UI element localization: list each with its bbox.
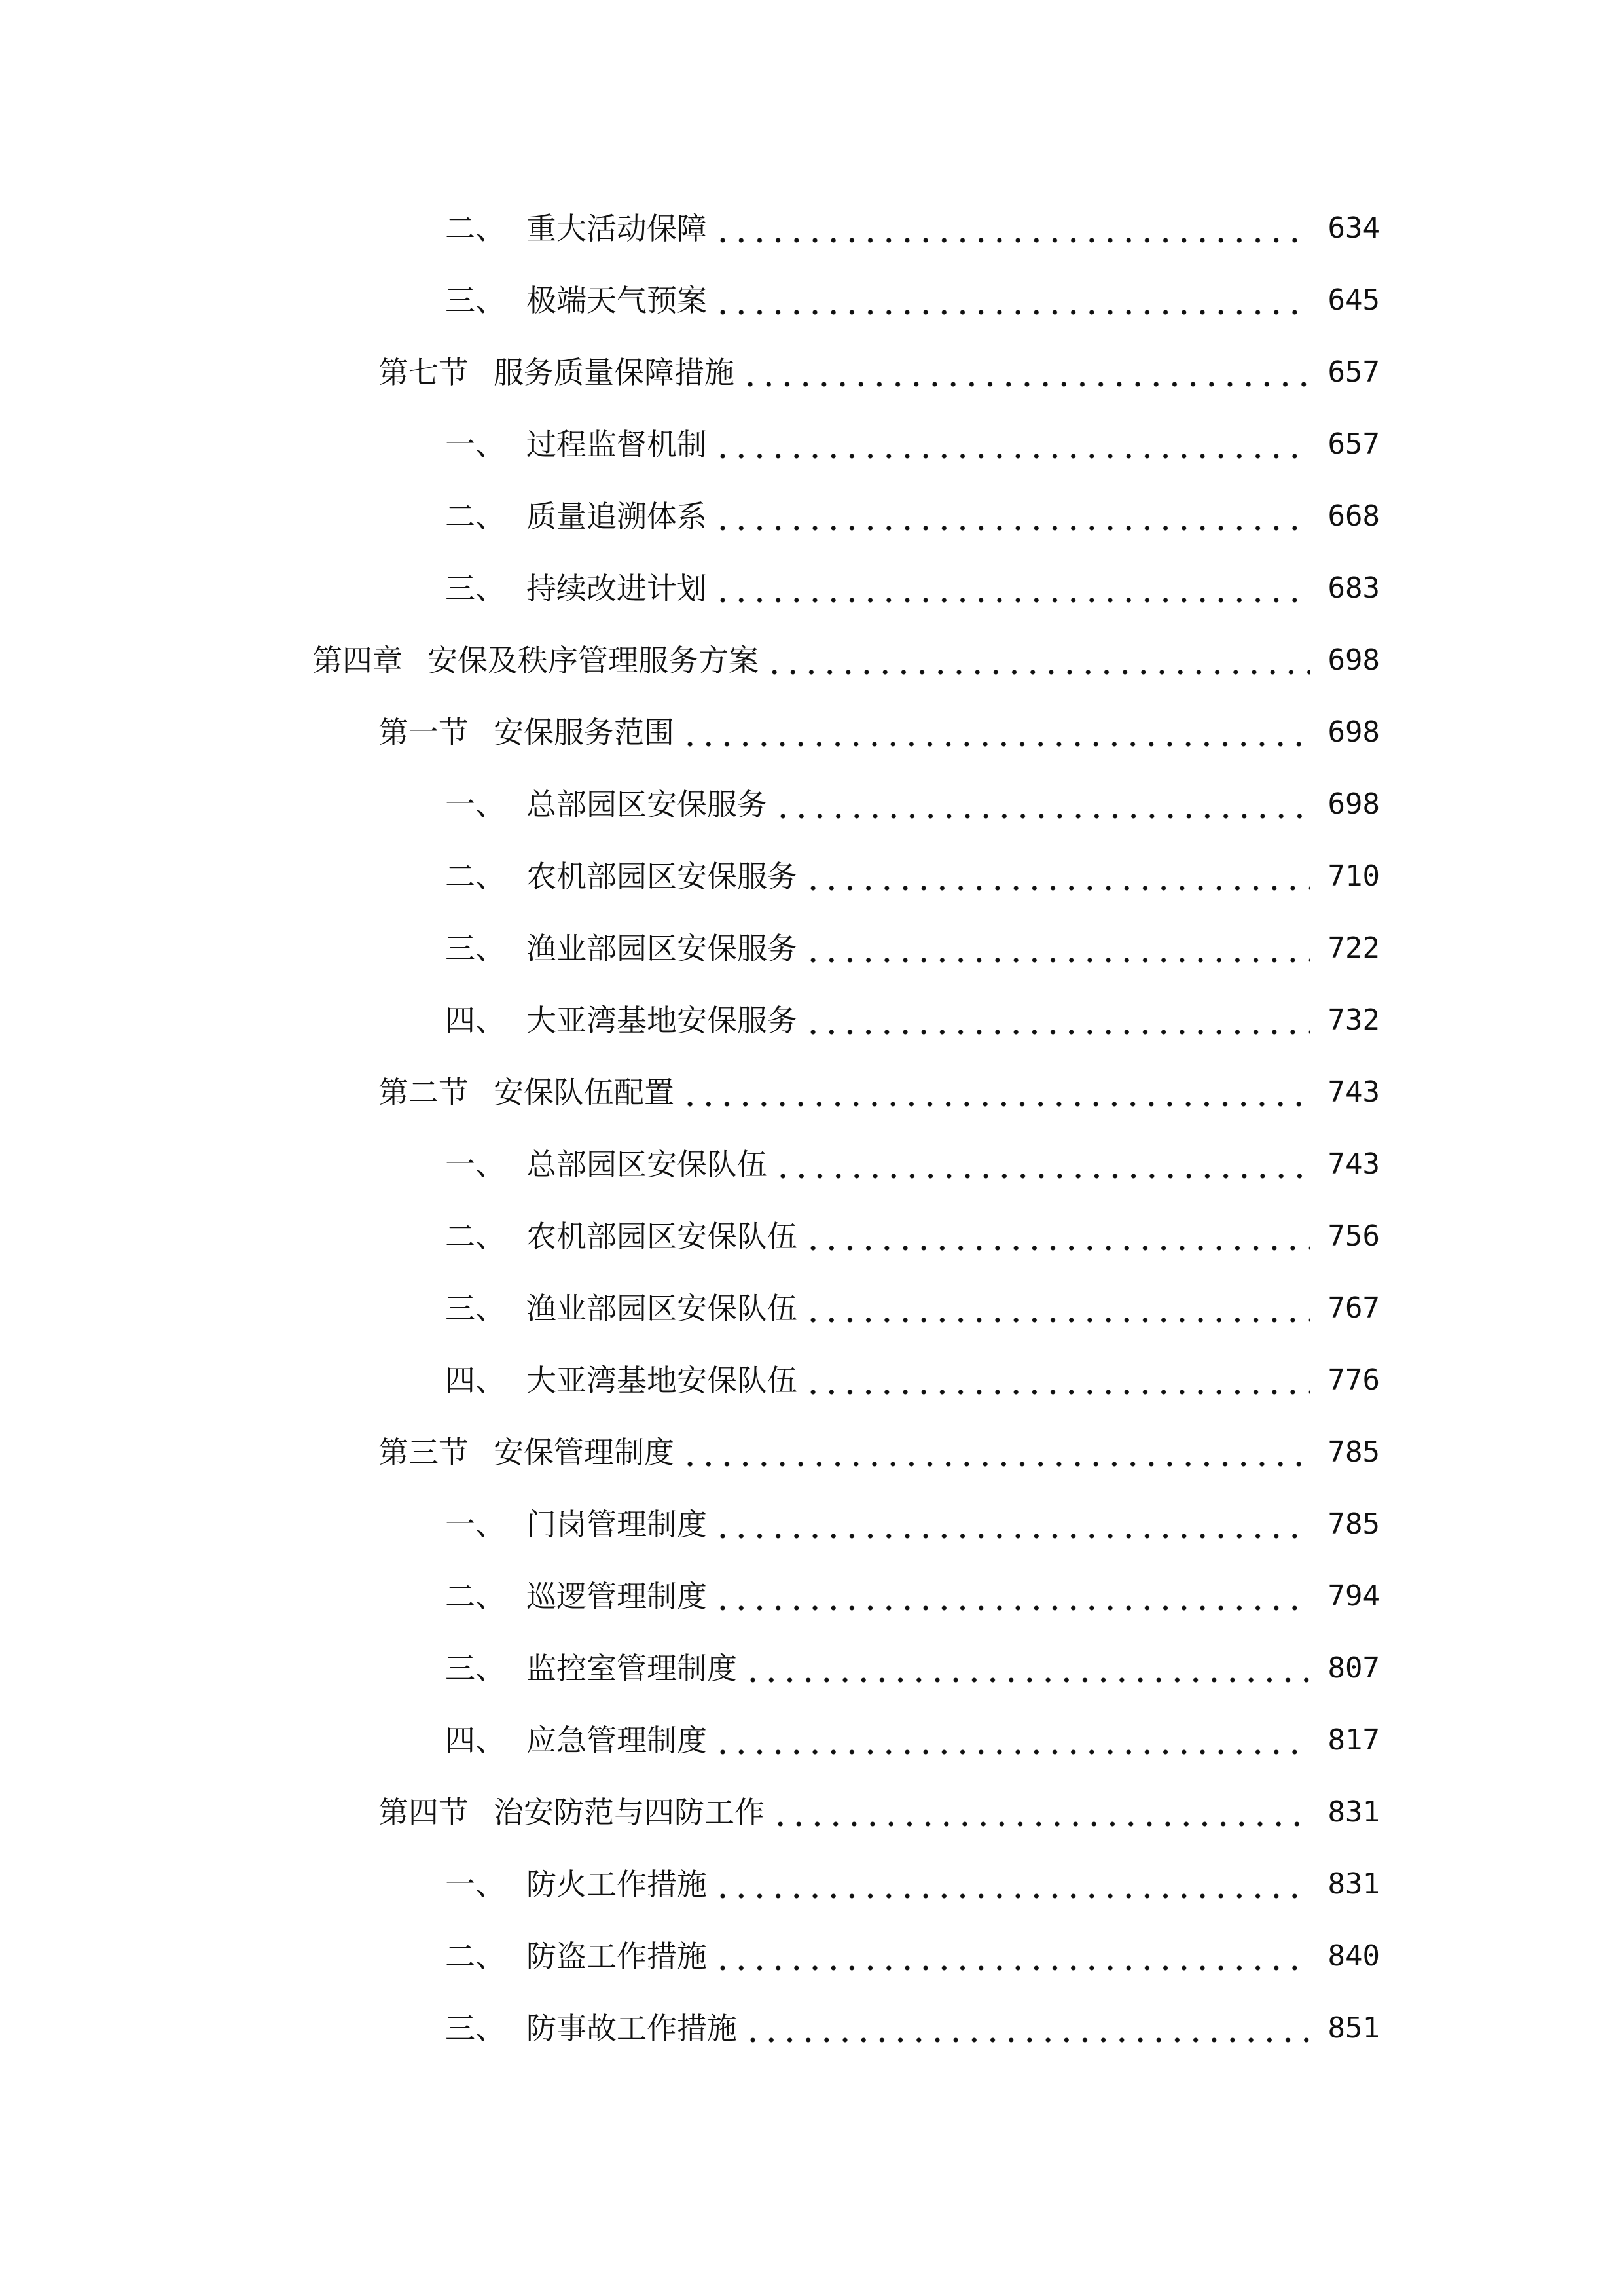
toc-dot-leader	[804, 1293, 1310, 1323]
toc-dot-leader	[713, 213, 1310, 243]
toc-entry-title: 总部园区安保服务	[526, 787, 767, 822]
toc-dot-leader	[765, 645, 1310, 675]
toc-entry-page: 657	[1327, 427, 1380, 461]
toc-entry-title: 安保及秩序管理服务方案	[427, 643, 759, 678]
toc-entry-number: 三、	[445, 283, 505, 318]
toc-entry[interactable]	[312, 624, 1380, 696]
toc-entry[interactable]	[378, 1776, 1380, 1848]
toc-entry-page: 767	[1327, 1291, 1380, 1325]
toc-entry-page: 698	[1327, 715, 1380, 749]
toc-dot-leader	[713, 501, 1310, 531]
toc-entry-number: 二、	[445, 1219, 505, 1254]
toc-entry-page: 657	[1327, 355, 1380, 389]
toc-dot-leader	[774, 1149, 1310, 1179]
toc-entry-number: 二、	[445, 211, 505, 246]
toc-entry-number: 一、	[445, 1507, 505, 1542]
toc-dot-leader	[713, 1869, 1310, 1899]
toc-entry[interactable]	[445, 1560, 1380, 1632]
toc-entry[interactable]	[445, 768, 1380, 840]
toc-entry[interactable]	[378, 1056, 1380, 1128]
toc-dot-leader	[713, 1725, 1310, 1755]
toc-dot-leader	[744, 1653, 1310, 1683]
toc-dot-leader	[804, 861, 1310, 891]
toc-entry-page: 732	[1327, 1003, 1380, 1037]
toc-entry[interactable]	[445, 984, 1380, 1056]
toc-entry[interactable]	[445, 840, 1380, 912]
toc-entry-title: 大亚湾基地安保队伍	[526, 1363, 797, 1398]
toc-entry-title: 防火工作措施	[526, 1867, 707, 1902]
toc-entry[interactable]	[378, 1416, 1380, 1488]
toc-entry-title: 过程监督机制	[526, 427, 707, 462]
toc-entry-title: 农机部园区安保队伍	[526, 1219, 797, 1254]
toc-dot-leader	[681, 1077, 1310, 1107]
toc-dot-leader	[744, 2013, 1310, 2043]
toc-entry-number: 三、	[445, 1651, 505, 1686]
toc-entry-number: 二、	[445, 859, 505, 894]
toc-entry[interactable]	[378, 336, 1380, 408]
toc-entry-number: 三、	[445, 2011, 505, 2046]
toc-entry[interactable]	[445, 1704, 1380, 1776]
toc-entry-title: 服务质量保障措施	[494, 355, 734, 390]
toc-entry-number: 四、	[445, 1003, 505, 1038]
toc-entry-page: 698	[1327, 787, 1380, 821]
toc-entry[interactable]	[445, 192, 1380, 264]
toc-entry-number: 第二节	[378, 1075, 469, 1110]
toc-dot-leader	[681, 1437, 1310, 1467]
toc-entry-page: 645	[1327, 283, 1380, 317]
toc-entry-page: 807	[1327, 1651, 1380, 1685]
toc-entry-title: 安保队伍配置	[494, 1075, 674, 1110]
toc-entry-page: 831	[1327, 1795, 1380, 1829]
toc-entry[interactable]	[445, 1344, 1380, 1416]
toc-entry-number: 三、	[445, 1291, 505, 1326]
toc-entry-number: 一、	[445, 1147, 505, 1182]
toc-entry-page: 710	[1327, 859, 1380, 893]
toc-dot-leader	[771, 1797, 1310, 1827]
toc-entry-number: 一、	[445, 427, 505, 462]
toc-entry-title: 渔业部园区安保队伍	[526, 1291, 797, 1326]
toc-entry-title: 安保服务范围	[494, 715, 674, 750]
toc-entry-title: 极端天气预案	[526, 283, 707, 318]
toc-entry-title: 总部园区安保队伍	[526, 1147, 767, 1182]
toc-entry-number: 第三节	[378, 1435, 469, 1470]
toc-entry-title: 持续改进计划	[526, 571, 707, 606]
toc-entry-page: 743	[1327, 1075, 1380, 1109]
toc-entry-title: 门岗管理制度	[526, 1507, 707, 1542]
toc-entry-title: 农机部园区安保服务	[526, 859, 797, 894]
toc-entry-page: 851	[1327, 2011, 1380, 2045]
toc-dot-leader	[713, 429, 1310, 459]
toc-entry-title: 监控室管理制度	[526, 1651, 737, 1686]
toc-dot-leader	[713, 1509, 1310, 1539]
toc-entry-title: 渔业部园区安保服务	[526, 931, 797, 966]
toc-entry-number: 一、	[445, 787, 505, 822]
toc-entry-number: 第四节	[378, 1795, 469, 1830]
toc-entry[interactable]	[445, 1632, 1380, 1704]
toc-entry-page: 668	[1327, 499, 1380, 533]
toc-entry-page: 743	[1327, 1147, 1380, 1181]
toc-entry-page: 840	[1327, 1939, 1380, 1973]
toc-entry-title: 巡逻管理制度	[526, 1579, 707, 1614]
toc-entry[interactable]	[445, 552, 1380, 624]
toc-dot-leader	[741, 357, 1310, 387]
toc-entry-title: 大亚湾基地安保服务	[526, 1003, 797, 1038]
toc-entry[interactable]	[445, 480, 1380, 552]
toc-entry-title: 重大活动保障	[526, 211, 707, 246]
toc-entry[interactable]	[445, 912, 1380, 984]
toc-entry[interactable]	[445, 1848, 1380, 1920]
toc-entry-title: 安保管理制度	[494, 1435, 674, 1470]
toc-entry-number: 第一节	[378, 715, 469, 750]
toc-entry[interactable]	[378, 696, 1380, 768]
toc-entry[interactable]	[445, 408, 1380, 480]
toc-entry-number: 第四章	[312, 643, 403, 678]
toc-entry[interactable]	[445, 1992, 1380, 2064]
toc-entry[interactable]	[445, 1200, 1380, 1272]
toc-entry-page: 817	[1327, 1723, 1380, 1757]
toc-entry[interactable]	[445, 1920, 1380, 1992]
toc-dot-leader	[804, 933, 1310, 963]
toc-entry-page: 698	[1327, 643, 1380, 677]
toc-entry-page: 683	[1327, 571, 1380, 605]
toc-entry[interactable]	[445, 264, 1380, 336]
toc-dot-leader	[774, 789, 1310, 819]
toc-entry-page: 785	[1327, 1435, 1380, 1469]
toc-entry-number: 二、	[445, 1579, 505, 1614]
toc-dot-leader	[804, 1221, 1310, 1251]
toc-entry-number: 一、	[445, 1867, 505, 1902]
toc-dot-leader	[713, 285, 1310, 315]
toc-entry-number: 四、	[445, 1723, 505, 1758]
toc-entry-page: 634	[1327, 211, 1380, 245]
toc-entry[interactable]	[445, 1128, 1380, 1200]
toc-entry-number: 第七节	[378, 355, 469, 390]
toc-entry[interactable]	[445, 1272, 1380, 1344]
toc-dot-leader	[681, 717, 1310, 747]
toc-entry-page: 756	[1327, 1219, 1380, 1253]
toc-entry-page: 776	[1327, 1363, 1380, 1397]
toc-entry-number: 三、	[445, 931, 505, 966]
toc-dot-leader	[713, 573, 1310, 603]
toc-dot-leader	[713, 1941, 1310, 1971]
toc-entry-number: 四、	[445, 1363, 505, 1398]
toc-entry-number: 三、	[445, 571, 505, 606]
toc-dot-leader	[804, 1005, 1310, 1035]
toc-entry-title: 防盗工作措施	[526, 1939, 707, 1974]
toc-entry-page: 722	[1327, 931, 1380, 965]
toc-entry-title: 质量追溯体系	[526, 499, 707, 534]
toc-entry-page: 831	[1327, 1867, 1380, 1901]
toc-entry-number: 二、	[445, 499, 505, 534]
toc-entry-page: 785	[1327, 1507, 1380, 1541]
toc-dot-leader	[804, 1365, 1310, 1395]
toc-entry-title: 治安防范与四防工作	[494, 1795, 765, 1830]
toc-dot-leader	[713, 1581, 1310, 1611]
toc-entry[interactable]	[445, 1488, 1380, 1560]
toc-entry-title: 应急管理制度	[526, 1723, 707, 1758]
toc-entry-page: 794	[1327, 1579, 1380, 1613]
toc-entry-title: 防事故工作措施	[526, 2011, 737, 2046]
toc-entry-number: 二、	[445, 1939, 505, 1974]
